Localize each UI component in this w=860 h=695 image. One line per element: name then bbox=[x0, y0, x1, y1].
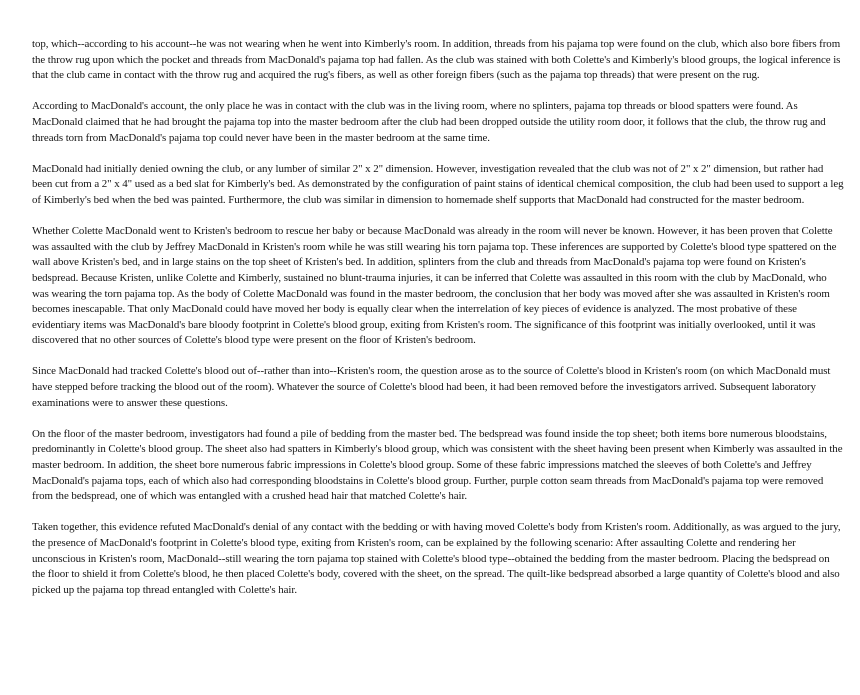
document-page bbox=[32, 37, 844, 614]
paragraph-3: MacDonald had initially denied owning the club, or any lumber of similar 2" x 2" dimension. However, investigation revealed that the club was not of 2" x 2" dimension, but rather had been cut from a 2" x 4" used as a bed slat for Kimberly's bed. As demonstrated by the configuration of paint stains of identical chemical composition, the club had been used to support a leg of Kimberly's bed when the bed was painted. Furthermore, the club was similar in dimension to homemade shelf supports that MacDonald had constructed for the master bedroom. bbox=[32, 162, 844, 206]
paragraph-2: According to MacDonald's account, the only place he was in contact with the club was in the living room, where no splinters, pajama top threads or blood spatters were found. As MacDonald claimed that he had brought the pajama top into the master bedroom after the club had been dropped outside the utility room door, it follows that the club, the throw rug and threads torn from MacDonald's pajama top could never have been in the master bedroom at the same time. bbox=[32, 100, 826, 144]
paragraph-4: Whether Colette MacDonald went to Kristen's bedroom to rescue her baby or because MacDonald was already in the room will never be known. However, it has been proven that Colette was assaulted with the club by Jeffrey MacDonald in Kristen's room while he was still wearing his torn pajama top. These inferences are supported by Colette's blood type spattered on the wall above Kristen's bed, and in large stains on the top sheet of Kristen's bed. In addition, splinters from the club and threads from MacDonald's pajama top were found on Kristen's bedspread. Because Kristen, unlike Colette and Kimberly, sustained no blunt-trauma injuries, it can be inferred that Colette was assaulted in this room with the club by MacDonald, who was wearing the torn pajama top. As the body of Colette MacDonald was found in the master bedroom, the conclusion that her body was moved after she was assaulted in Kristen's room becomes inescapable. That only MacDonald could have moved her body is equally clear when the interrelation of key pieces of evidence is analyzed. The most probative of these evidentiary items was MacDonald's bare bloody footprint in Colette's blood group, exiting from Kristen's room. The significance of this footprint was initially overlooked, until it was discovered that no other sources of Colette's blood type were present on the floor of Kristen's bedroom. bbox=[32, 225, 837, 347]
paragraph-1: top, which--according to his account--he was not wearing when he went into Kimberly's room. In addition, threads from his pajama top were found on the club, which also bore fibers from the throw rug upon which the pocket and threads from MacDonald's pajama top had fallen. As the club was stained with both Colette's and Kimberly's blood groups, the logical inference is that the club came in contact with the throw rug and acquired the rug's fibers, as well as other foreign fibers (such as the pajama top threads) that were present on the rug. bbox=[32, 38, 841, 82]
paragraph-5: Since MacDonald had tracked Colette's blood out of--rather than into--Kristen's room, the question arose as to the source of Colette's blood in Kristen's room (on which MacDonald must have stepped before tracking the blood out of the room). Whatever the source of Colette's blood had been, it had been removed before the investigators arrived. Subsequent laboratory examinations were to answer these questions. bbox=[32, 365, 831, 409]
paragraph-7: Taken together, this evidence refuted MacDonald's denial of any contact with the bedding or with having moved Colette's body from Kristen's room. Additionally, as was argued to the jury, the presence of MacDonald's footprint in Colette's blood type, exiting from Kristen's room, can be explained by the following scenario: After assaulting Colette and rendering her unconscious in Kristen's room, MacDonald--still wearing the torn pajama top stained with Colette's blood type--obtained the bedding from the master bedroom. Placing the bedspread on the floor to shield it from Colette's blood, he then placed Colette's body, covered with the sheet, on the spread. The quilt-like bedspread absorbed a large quantity of Colette's blood and also picked up the pajama top thread entangled with Colette's hair. bbox=[32, 521, 841, 596]
paragraph-6: On the floor of the master bedroom, investigators had found a pile of bedding from the master bed. The bedspread was found inside the top sheet; both items bore numerous bloodstains, predominantly in Colette's blood group. The sheet also had spatters in Kimberly's blood group, which was consistent with the sheet having been present when Kimberly was assaulted in the master bedroom. In addition, the sheet bore numerous fabric impressions in Colette's blood group. Some of these fabric impressions matched the sleeves of both Colette's and Jeffrey MacDonald's pajama tops, each of which also had corresponding bloodstains in Colette's blood group. Further, purple cotton seam threads from MacDonald's pajama top were removed from the bedspread, one of which was entangled with a crushed head hair that matched Colette's hair. bbox=[32, 427, 843, 503]
